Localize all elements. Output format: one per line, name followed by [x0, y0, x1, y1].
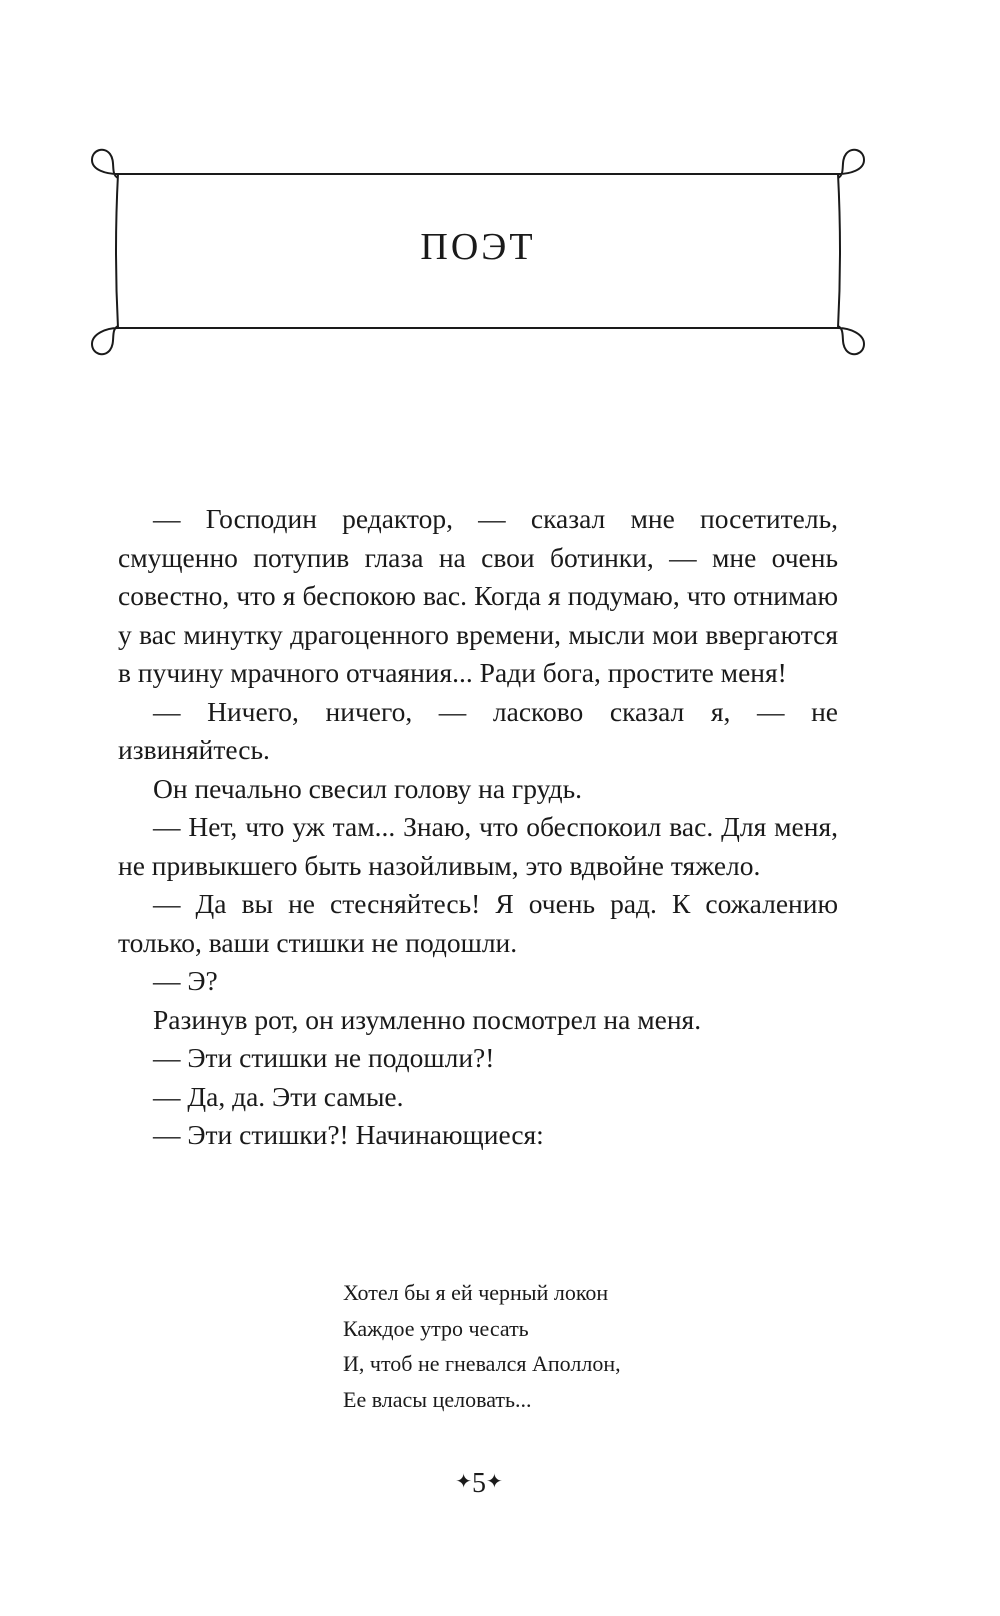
paragraph: Он печально свесил голову на грудь.: [153, 772, 583, 804]
paragraph: Разинув рот, он изумленно посмотрел на меня.: [153, 1003, 702, 1035]
paragraph: — Эти стишки?! Начинающиеся:: [153, 1119, 544, 1150]
page-number-footer: [0, 1470, 958, 1498]
paragraph: — Да вы не стесняйтесь! Я очень рад. К сожалению только, ваши стишки не подошли.: [118, 888, 838, 958]
poem-quote: [343, 1275, 621, 1417]
paragraph: — Да, да. Эти самые.: [153, 1080, 404, 1112]
star-ornament-icon: ✦: [486, 1471, 503, 1493]
page-number: 5: [472, 1468, 486, 1499]
story-text: [118, 500, 838, 1155]
paragraph: — Эти стишки не подошли?!: [153, 1042, 495, 1073]
poem-line: Ее власы целовать...: [343, 1386, 532, 1412]
star-ornament-icon: ✦: [455, 1471, 472, 1493]
paragraph: — Э?: [153, 965, 218, 996]
paragraph: — Господин редактор, — сказал мне посетитель, смущенно потупив глаза на свои ботинки, — мне очень совестно, что я беспокою вас. Когда я подумаю, что отнимаю у вас минутку драгоценного времени, мысли мои ввергаются в пучину мрачного отчаяния... Ради бога, простите меня!: [118, 503, 838, 688]
poem-line: Хотел бы я ей черный локон: [343, 1280, 609, 1305]
chapter-title: ПОЭТ: [420, 226, 536, 268]
poem-line: Каждое утро чесать: [343, 1315, 529, 1341]
paragraph: — Нет, что уж там... Знаю, что обеспокоил вас. Для меня, не привыкшего быть назойливым, это вдвойне тяжело.: [118, 811, 838, 881]
chapter-title-frame: [88, 148, 868, 376]
paragraph: — Ничего, ничего, — ласково сказал я, — не извиняйтесь.: [118, 695, 838, 765]
poem-line: И, чтоб не гневался Аполлон,: [343, 1351, 621, 1376]
